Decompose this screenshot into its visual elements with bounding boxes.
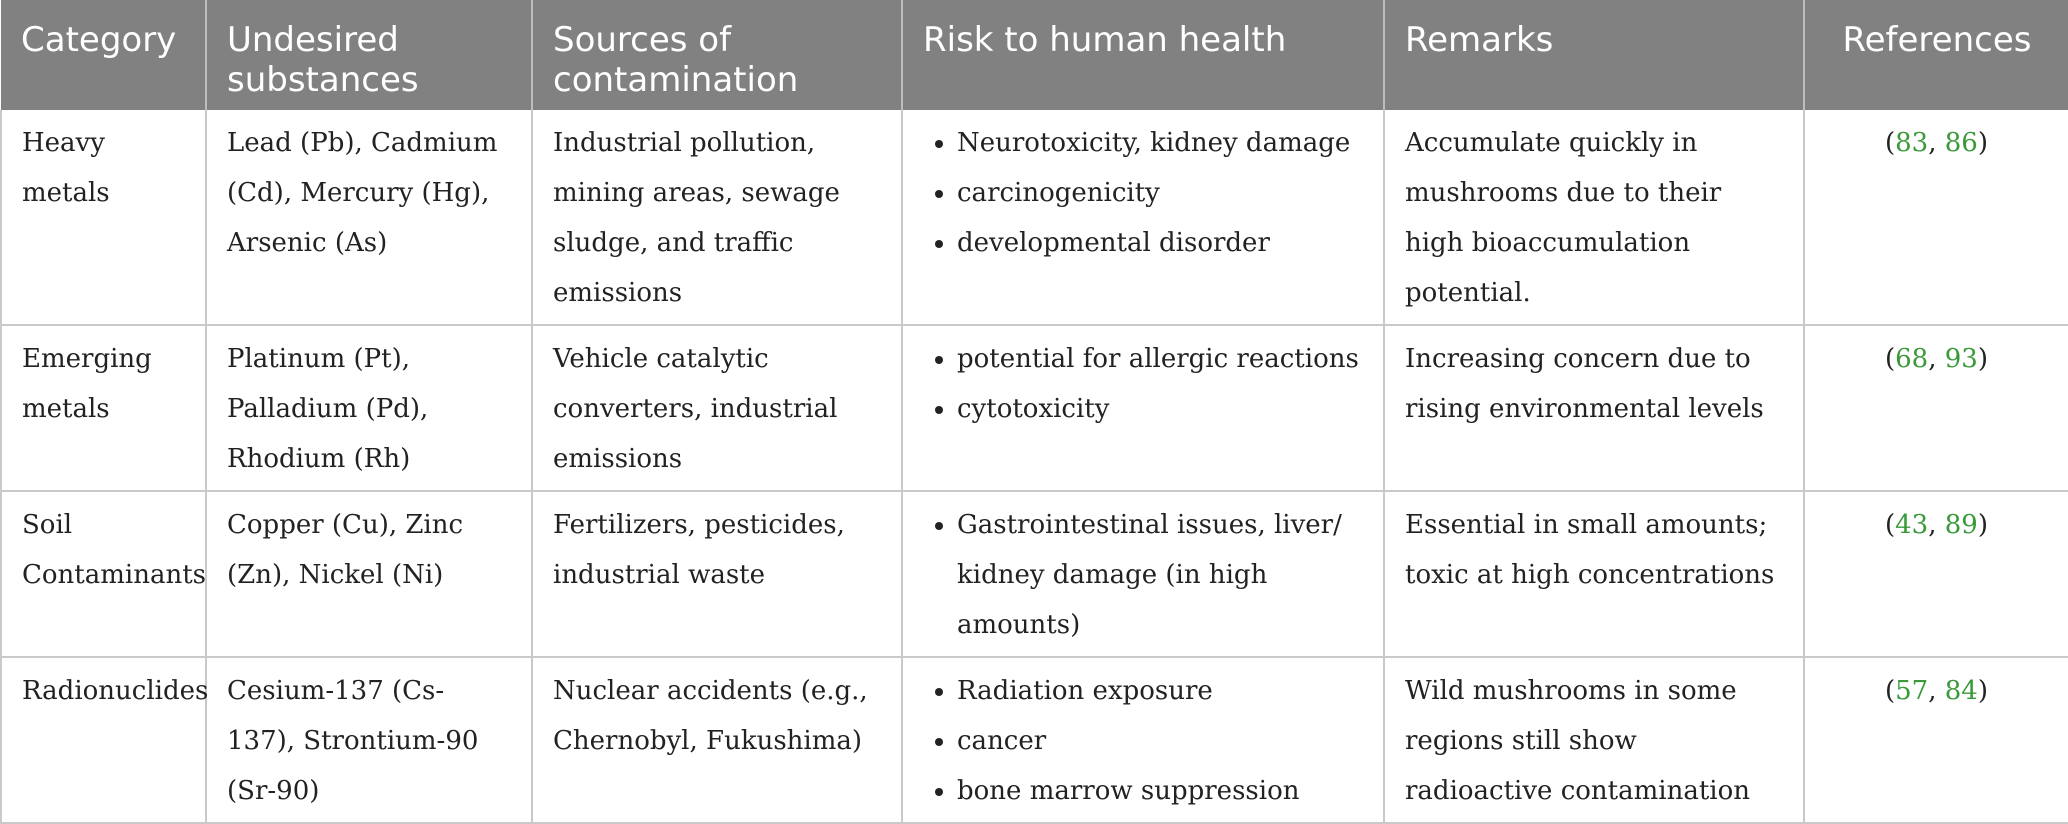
header-row [1, 0, 2068, 110]
cell-references [1804, 325, 2068, 491]
header-references: References [1804, 0, 2068, 110]
reference-link[interactable]: 83 [1895, 128, 1929, 158]
risk-list [923, 500, 1363, 650]
reference-link[interactable]: 68 [1895, 344, 1929, 374]
risk-item: • developmental disorder [957, 218, 1363, 268]
cell-remarks: Wild mushrooms in some regions still show radioactive contamination [1384, 657, 1804, 823]
risk-item: • potential for allergic reactions [957, 334, 1363, 384]
risk-item: • Neurotoxicity, kidney damage [957, 118, 1363, 168]
risk-list [923, 666, 1363, 816]
cell-substances: Copper (Cu), Zinc (Zn), Nickel (Ni) [206, 491, 532, 657]
table-row [1, 657, 2068, 823]
cell-sources: Industrial pollution, mining areas, sewage sludge, and traffic emissions [532, 110, 902, 325]
cell-sources: Vehicle catalytic converters, industrial emissions [532, 325, 902, 491]
cell-substances: Lead (Pb), Cadmium (Cd), Mercury (Hg), Arsenic (As) [206, 110, 532, 325]
cell-references [1804, 110, 2068, 325]
ref-separator: , [1928, 676, 1945, 706]
cell-sources: Fertilizers, pesticides, industrial waste [532, 491, 902, 657]
reference-link[interactable]: 84 [1944, 676, 1978, 706]
reference-link[interactable]: 43 [1895, 510, 1929, 540]
ref-close-paren: ) [1977, 510, 1989, 540]
header-risk: Risk to human health [902, 0, 1384, 110]
risk-item: • Radiation exposure [957, 666, 1363, 716]
risk-list [923, 118, 1363, 268]
cell-substances: Cesium-137 (Cs-137), Strontium-90 (Sr-90) [206, 657, 532, 823]
ref-close-paren: ) [1977, 344, 1989, 374]
risk-list [923, 334, 1363, 434]
cell-category: Soil Contaminants [1, 491, 206, 657]
risk-item: • carcinogenicity [957, 168, 1363, 218]
cell-remarks: Essential in small amounts; toxic at high concentrations [1384, 491, 1804, 657]
ref-open-paren: ( [1884, 128, 1896, 158]
cell-references [1804, 491, 2068, 657]
table-row [1, 491, 2068, 657]
cell-references [1804, 657, 2068, 823]
cell-category: Radionuclides [1, 657, 206, 823]
risk-item: • cytotoxicity [957, 384, 1363, 434]
reference-link[interactable]: 93 [1944, 344, 1978, 374]
ref-open-paren: ( [1884, 344, 1896, 374]
risk-item: • Gastrointestinal issues, liver/ kidney damage (in high amounts) [957, 500, 1363, 650]
cell-remarks: Accumulate quickly in mushrooms due to their high bioaccumulation potential. [1384, 110, 1804, 325]
ref-separator: , [1928, 344, 1945, 374]
header-substances: Undesired substances [206, 0, 532, 110]
risk-item: • bone marrow suppression [957, 766, 1363, 816]
cell-category: Heavy metals [1, 110, 206, 325]
reference-link[interactable]: 89 [1944, 510, 1978, 540]
ref-open-paren: ( [1884, 676, 1896, 706]
table-row [1, 110, 2068, 325]
cell-category: Emerging metals [1, 325, 206, 491]
cell-risk [902, 325, 1384, 491]
reference-link[interactable]: 86 [1944, 128, 1978, 158]
cell-risk [902, 110, 1384, 325]
cell-sources: Nuclear accidents (e.g., Chernobyl, Fukushima) [532, 657, 902, 823]
ref-close-paren: ) [1977, 128, 1989, 158]
cell-risk [902, 491, 1384, 657]
header-remarks: Remarks [1384, 0, 1804, 110]
ref-separator: , [1928, 510, 1945, 540]
header-sources: Sources of contamination [532, 0, 902, 110]
ref-open-paren: ( [1884, 510, 1896, 540]
cell-substances: Platinum (Pt), Palladium (Pd), Rhodium (Rh) [206, 325, 532, 491]
table-row [1, 325, 2068, 491]
header-category: Category [1, 0, 206, 110]
ref-close-paren: ) [1977, 676, 1989, 706]
risk-item: • cancer [957, 716, 1363, 766]
reference-link[interactable]: 57 [1895, 676, 1929, 706]
ref-separator: , [1928, 128, 1945, 158]
cell-risk [902, 657, 1384, 823]
cell-remarks: Increasing concern due to rising environmental levels [1384, 325, 1804, 491]
